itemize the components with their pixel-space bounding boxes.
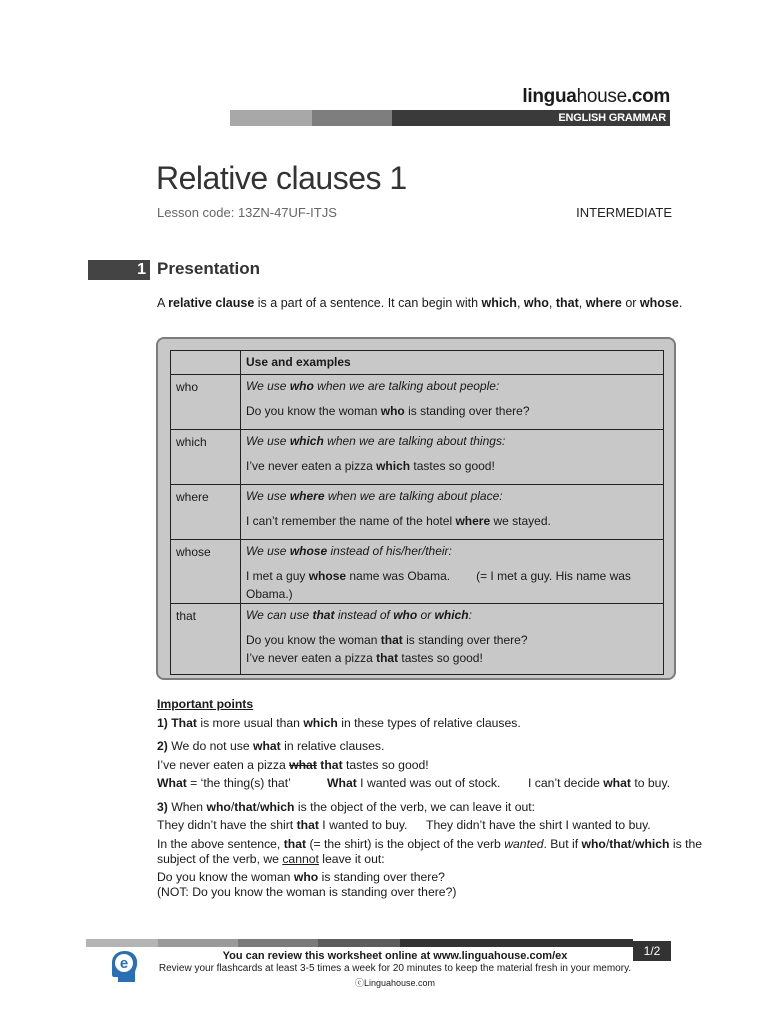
point-3-example-1 <box>157 818 407 832</box>
rule-text: when we are talking about place: <box>324 489 503 503</box>
point-text: I’ve never eaten a pizza <box>157 758 290 772</box>
point-text: . But if <box>543 837 582 851</box>
point-word: which <box>259 800 295 814</box>
relative-word: whose <box>171 540 241 604</box>
usage-rule <box>246 544 658 558</box>
point-3-explanation-2 <box>157 852 385 866</box>
table-header-empty <box>171 351 241 375</box>
point-word: that <box>283 837 307 851</box>
level-label: INTERMEDIATE <box>576 205 672 220</box>
rule-text: We use <box>246 379 290 393</box>
usage-cell <box>241 540 664 604</box>
relative-word: where <box>171 485 241 540</box>
usage-example <box>246 631 658 649</box>
usage-cell <box>241 430 664 485</box>
usage-rule <box>246 608 658 622</box>
point-2-example <box>157 758 429 772</box>
example-word: which <box>376 459 411 473</box>
point-text: When <box>167 800 207 814</box>
point-2-what-example-2 <box>528 776 670 790</box>
usage-cell <box>241 375 664 430</box>
usage-example-2 <box>246 649 658 667</box>
struck-word: what <box>289 758 317 772</box>
table-row <box>171 430 664 485</box>
table-header-row <box>171 351 664 375</box>
relative-word: who <box>171 375 241 430</box>
point-text: tastes so good! <box>342 758 429 772</box>
rule-text: We use <box>246 544 290 558</box>
linguahouse-logo <box>470 86 670 108</box>
point-3-explanation <box>157 837 702 851</box>
point-word: What <box>327 776 357 790</box>
point-1 <box>157 716 521 730</box>
example-text: I met a guy <box>246 569 309 583</box>
point-2-what-example-1 <box>327 776 500 790</box>
example-note: (= I met a guy. His name was Obama.) <box>246 569 631 601</box>
point-italic: wanted <box>504 837 544 851</box>
point-text: is standing over there? <box>318 870 445 884</box>
intro-sep: or <box>621 296 640 310</box>
example-text: we stayed. <box>490 514 551 528</box>
point-3-example-2: They didn’t have the shirt I wanted to buy. <box>426 818 651 832</box>
point-text: = ‘the thing(s) that’ <box>186 776 291 790</box>
example-text: I’ve never eaten a pizza <box>246 651 377 665</box>
point-text: / <box>605 837 610 851</box>
point-text: I can’t decide <box>528 776 604 790</box>
point-text: We do not use <box>167 739 253 753</box>
point-text: I wanted was out of stock. <box>356 776 501 790</box>
rule-word: which <box>434 608 469 622</box>
example-text: I can’t remember the name of the hotel <box>246 514 456 528</box>
point-text: is more usual than <box>196 716 304 730</box>
rule-text: instead of <box>334 608 394 622</box>
relative-word: which <box>171 430 241 485</box>
example-text: Do you know the woman <box>246 404 381 418</box>
intro-word: which <box>481 296 517 310</box>
point-word: What <box>157 776 187 790</box>
intro-sep: . <box>678 296 683 310</box>
intro-word: whose <box>639 296 679 310</box>
section-title: Presentation <box>157 259 260 278</box>
point-3-not-example: (NOT: Do you know the woman is standing over there?) <box>157 885 457 899</box>
usage-cell <box>241 485 664 540</box>
point-2-what-def <box>157 776 291 790</box>
point-text: in these types of relative clauses. <box>337 716 521 730</box>
logo-regular: house <box>576 86 627 107</box>
table-row <box>171 540 664 604</box>
intro-text: A <box>157 296 169 310</box>
logo-letter: e <box>119 955 129 972</box>
intro-sep: , <box>548 296 556 310</box>
point-word: which <box>634 837 670 851</box>
rule-word: which <box>289 434 324 448</box>
rule-word: where <box>289 489 325 503</box>
intro-word: that <box>555 296 579 310</box>
example-word: that <box>380 633 403 647</box>
point-text: leave it out: <box>318 852 385 866</box>
example-text: tastes so good! <box>398 651 483 665</box>
page-title: Relative clauses 1 <box>156 160 407 196</box>
point-word: that <box>296 818 319 832</box>
usage-rule <box>246 434 658 448</box>
usage-rule <box>246 379 658 393</box>
intro-word: where <box>585 296 622 310</box>
rule-text: We use <box>246 434 290 448</box>
point-text: They didn’t have the shirt <box>157 818 297 832</box>
example-word: where <box>455 514 491 528</box>
rule-word: who <box>393 608 418 622</box>
lesson-code: Lesson code: 13ZN-47UF-ITJS <box>157 205 337 220</box>
example-text: is standing over there? <box>402 633 528 647</box>
intro-term: relative clause <box>168 296 255 310</box>
footer-copyright: ⓒLinguahouse.com <box>354 978 436 988</box>
point-text: Do you know the woman <box>157 870 294 884</box>
rule-text: when we are talking about things: <box>323 434 506 448</box>
point-word: that <box>609 837 632 851</box>
rule-text: : <box>468 608 472 622</box>
point-word: which <box>303 716 338 730</box>
footer-bar-seg-2 <box>158 939 238 947</box>
point-word: what <box>603 776 631 790</box>
point-number: 2) <box>157 739 168 753</box>
intro-word: who <box>523 296 549 310</box>
footer-bar-seg-4 <box>318 939 400 947</box>
header-bar-seg-2 <box>312 110 392 126</box>
example-word: who <box>380 404 405 418</box>
footer-bar-seg-3 <box>238 939 318 947</box>
point-text: I wanted to buy. <box>318 818 408 832</box>
intro-sep: , <box>578 296 586 310</box>
rule-word: who <box>289 379 314 393</box>
intro-sep: , <box>516 296 524 310</box>
point-underlined: cannot <box>282 852 319 866</box>
logo-suffix: .com <box>626 86 670 107</box>
point-3 <box>157 800 535 814</box>
usage-cell <box>241 604 664 675</box>
point-word: what <box>252 739 281 753</box>
rule-text: when we are talking about people: <box>313 379 500 393</box>
point-text: in relative clauses. <box>280 739 385 753</box>
page-number: 1/2 <box>633 941 671 961</box>
category-label: ENGLISH GRAMMAR <box>558 112 666 124</box>
usage-example <box>246 512 658 530</box>
example-text: I’ve never eaten a pizza <box>246 459 377 473</box>
point-number: 3) <box>157 800 168 814</box>
point-2 <box>157 739 384 753</box>
rule-text: We can use <box>246 608 313 622</box>
point-word: That <box>171 716 197 730</box>
rule-text: instead of his/her/their: <box>327 544 452 558</box>
table-row <box>171 485 664 540</box>
example-text: Do you know the woman <box>246 633 381 647</box>
point-text: is the <box>669 837 703 851</box>
rule-text: We use <box>246 489 290 503</box>
point-word: who <box>293 870 319 884</box>
important-points-heading: Important points <box>157 697 254 711</box>
intro-paragraph <box>157 296 682 310</box>
example-word: that <box>376 651 399 665</box>
point-text: subject of the verb, we <box>157 852 283 866</box>
table-row <box>171 375 664 430</box>
section-number: 1 <box>137 261 146 278</box>
point-text: / <box>230 800 235 814</box>
rule-text: or <box>417 608 435 622</box>
point-number: 1) <box>157 716 172 730</box>
example-text: name was Obama. <box>346 569 451 583</box>
point-text: to buy. <box>630 776 671 790</box>
footer-review-link[interactable]: You can review this worksheet online at www.linguahouse.com/ex <box>222 950 568 962</box>
point-text: / <box>256 800 260 814</box>
point-word: who <box>206 800 231 814</box>
relative-word: that <box>171 604 241 675</box>
footer-bar-seg-1 <box>86 939 158 947</box>
point-text: In the above sentence, <box>157 837 284 851</box>
point-text: / <box>631 837 635 851</box>
usage-table <box>170 350 664 675</box>
footer-bar-seg-5 <box>400 939 633 947</box>
table-header: Use and examples <box>241 351 664 375</box>
header-bar-seg-1 <box>230 110 312 126</box>
point-word: that <box>320 758 343 772</box>
footer-reminder: Review your flashcards at least 3-5 times a week for 20 minutes to keep the material fresh in your memory. <box>158 963 632 974</box>
rule-word: that <box>312 608 335 622</box>
point-3-example-3 <box>157 870 445 884</box>
logo-bold: lingua <box>522 86 577 107</box>
usage-example <box>246 457 658 475</box>
point-word: that <box>234 800 257 814</box>
example-text: is standing over there? <box>404 404 530 418</box>
rule-word: whose <box>289 544 328 558</box>
usage-example <box>246 402 658 420</box>
table-row <box>171 604 664 675</box>
usage-rule <box>246 489 658 503</box>
point-word: who <box>581 837 606 851</box>
example-word: whose <box>308 569 347 583</box>
point-text: (= the shirt) is the object of the verb <box>306 837 505 851</box>
example-text: tastes so good! <box>410 459 495 473</box>
point-text: is the object of the verb, we can leave it out: <box>294 800 536 814</box>
usage-example <box>246 567 658 603</box>
intro-text: is a part of a sentence. It can begin with <box>254 296 482 310</box>
